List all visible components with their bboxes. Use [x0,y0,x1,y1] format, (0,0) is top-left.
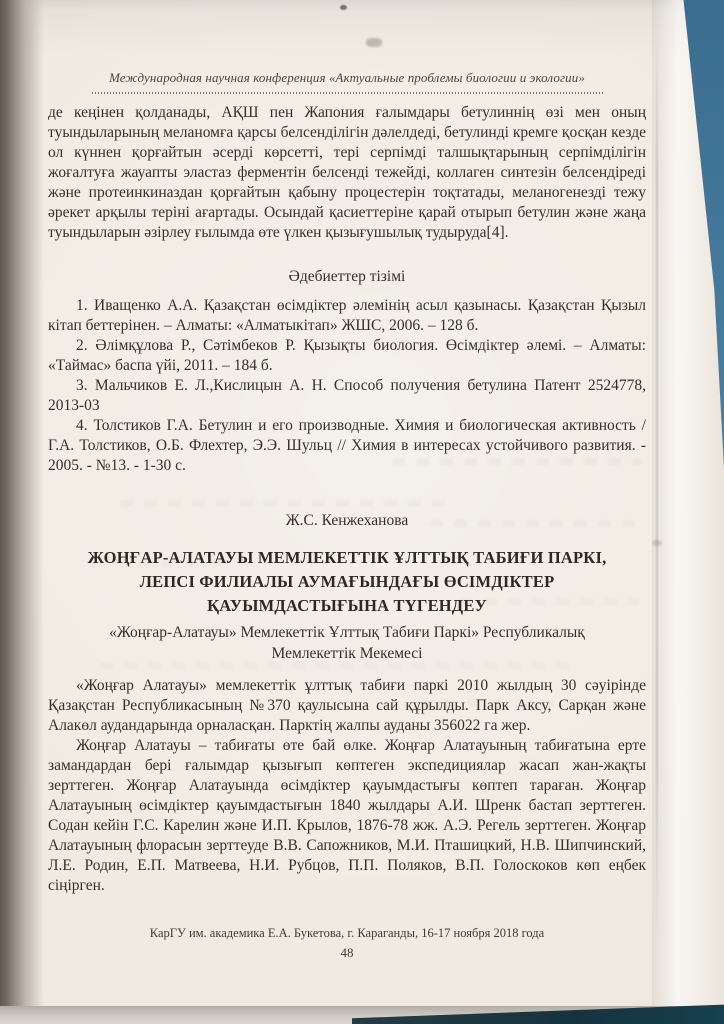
smudge-mark [366,38,382,47]
ink-speck [340,5,347,10]
bleedthrough-ghost [90,560,230,567]
reference-item-4: 4. Толстиков Г.А. Бетулин и его производные. Химия и биологическая активность / Г.А. Толстиков, О.Б. Флехтер, Э.Э. Шульц // Химия в интересах устойчивого развития. - 2005. - №13. - 1-30 с. [48,417,646,474]
references-list [48,296,646,476]
reference-item-2: 2. Әлімқұлова Р., Сәтімбеков Р. Қызықты биология. Өсімдіктер әлемі. – Алматы: «Таймас» баспа үйі, 2011. – 184 б. [48,337,646,374]
paragraph-park-nature: Жоңғар Алатауы – табиғаты өте бай өлке. Жоңғар Алатауының табиғатына ерте замандардан бері ғалымдар қызығып көптеген экспедициялар жасап жан-жақты зерттеген. Жоңғар Алатауында өсімдіктер қауымдастығы көптеп тараған. Жоңғар Алатауының өсімдіктер қауымдастығын 1840 жылдары А.И. Шренк бастап зерттеген. Содан кейін Г.С. Карелин және И.П. Крылов, 1876-78 жж. А.Э. Регель зерттеген. Жоңғар Алатауының флорасын зерттеуде В.В. Сапожников, М.И. Пташицкий, Н.В. Шипчинский, Л.Е. Родин, Е.П. Матвеева, Н.И. Рубцов, П.П. Поляков, В.П. Голоскоков көп еңбек сіңірген. [48,737,646,894]
smudge-mark [652,540,662,546]
article-title-line-2: ЛЕПСІ ФИЛИАЛЫ АУМАҒЫНДАҒЫ ӨСІМДІКТЕР [139,572,555,591]
affiliation-block [48,622,646,664]
bleedthrough-ghost [460,598,640,605]
article-title [48,546,646,618]
bleedthrough-ghost [120,500,450,507]
article-title-line-3: ҚАУЫМДАСТЫҒЫНА ТҮГЕНДЕУ [207,596,487,615]
affiliation-text: «Жоңғар-Алатауы» Мемлекеттік Ұлттық Табиғи Паркі» Республикалық Мемлекеттік Мекемесі [109,624,585,662]
reference-item-3: 3. Мальчиков Е. Л.,Кислицын А. Н. Способ получения бетулина Патент 2524778, 2013-03 [48,377,646,414]
reference-item-1: 1. Иващенко А.А. Қазақстан өсімдіктер әлемінің асыл қазынасы. Қазақстан Қызыл кітап беттерінен. – Алматы: «Алматыкітап» ЖШС, 2006. – 128 б. [48,297,646,334]
footer-conference-info: КарГУ им. академика Е.А. Букетова, г. Караганды, 16-17 ноября 2018 года [149,926,545,940]
dotted-rule [92,92,604,94]
bleedthrough-ghost [420,700,640,707]
references-heading: Әдебиеттер тізімі [288,268,406,285]
paragraph-betulin-continued: де кеңінен қолданады, АҚШ пен Жапония ғалымдары бетулиннің өзі мен оның туындыларының меланомға қарсы белсенділігін дәлелдеді, бетулинді кремге қосқан кезде ол күннен қорғайтын әсерді көрсетті, тері серпімді талшықтарының серпімділігін жоғалтуға жауапты эластаз ферментін белсенді тежейді, коллаген синтезін белсендіреді және протеинкиназдан қорғайтын қабыну процестерін тоқтатады, меланогенезді тежу әрекет арқылы теріні ағартады. Осындай қасиеттеріне қарай отырып бетулин және жаңа туындыларын әзірлеу ғылымда өте үлкен қызығушылық тудыруда[4]. [48,104,646,241]
article-title-line-1: ЖОҢҒАР-АЛАТАУЫ МЕМЛЕКЕТТІК ҰЛТТЫҚ ТАБИҒИ ПАРКІ, [87,548,607,567]
bleedthrough-ghost [392,458,642,465]
bleedthrough-ghost [430,520,640,527]
running-header: Международная научная конференция «Актуальные проблемы биологии и экологии» [109,70,585,85]
author-name: Ж.С. Кенжеханова [285,512,409,529]
paragraph-park-founding: «Жоңғар Алатауы» мемлекеттік ұлттық табиғи паркі 2010 жылдың 30 сәуірінде Қазақстан Республикасының №370 қаулысына сай құрылды. Парк Аксу, Сарқан және Алакөл аудандарында орналасқан. Парктің жалпы ауданы 356022 га жер. [48,677,646,734]
page-number: 48 [340,945,354,960]
bleedthrough-ghost [100,662,580,669]
article-body [48,676,646,896]
